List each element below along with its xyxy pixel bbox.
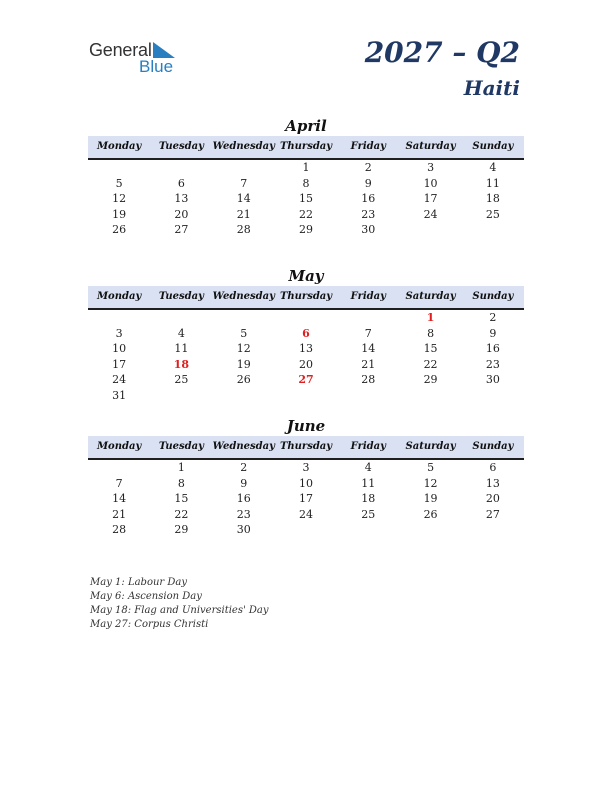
holiday-note: May 6: Ascension Day	[90, 591, 202, 602]
day-cell-holiday: 27	[298, 373, 314, 386]
month-name: June	[286, 417, 326, 435]
day-cell: 29	[174, 523, 189, 536]
day-cell: 14	[112, 492, 127, 505]
holiday-note: May 18: Flag and Universities' Day	[90, 605, 269, 616]
day-cell: 1	[302, 161, 310, 174]
day-cell: 5	[427, 461, 435, 474]
day-cell-empty	[150, 160, 212, 176]
day-cell-empty	[275, 388, 337, 404]
day-cell-empty	[150, 388, 212, 404]
weekday-label: Friday	[350, 441, 386, 452]
weekday-label: Wednesday	[212, 141, 275, 152]
day-cell: 8	[427, 326, 435, 340]
day-cell: 25	[174, 373, 189, 386]
day-cell-empty	[399, 388, 461, 404]
day-cell: 27	[174, 223, 189, 236]
day-grid	[88, 460, 524, 538]
day-cell: 25	[485, 207, 500, 221]
day-cell: 2	[240, 461, 248, 474]
day-cell: 10	[112, 342, 127, 355]
day-cell: 17	[298, 492, 313, 505]
day-cell: 28	[112, 523, 127, 536]
quarter-title: 2027 – Q2	[364, 36, 520, 69]
month-name: May	[288, 267, 324, 285]
weekday-header	[88, 136, 524, 160]
month-may	[88, 266, 524, 403]
day-cell: 2	[364, 161, 372, 174]
day-cell: 23	[485, 357, 500, 371]
day-cell: 11	[485, 176, 500, 190]
day-cell-empty	[337, 388, 399, 404]
weekday-label: Sunday	[472, 141, 514, 152]
day-cell: 7	[364, 326, 372, 340]
weekday-header	[88, 436, 524, 460]
day-cell: 26	[112, 223, 127, 236]
day-cell: 3	[115, 326, 123, 340]
day-cell: 21	[236, 207, 251, 221]
day-cell: 28	[236, 223, 251, 236]
day-cell: 20	[485, 492, 500, 505]
day-cell: 4	[364, 461, 372, 474]
country-name: Haiti	[463, 76, 520, 100]
weekday-label: Wednesday	[212, 291, 275, 302]
day-cell: 12	[423, 476, 438, 490]
day-cell: 24	[298, 507, 313, 521]
day-cell: 19	[112, 207, 127, 221]
day-cell: 30	[361, 223, 376, 236]
day-cell: 27	[485, 507, 500, 521]
day-cell-holiday: 1	[426, 311, 435, 324]
day-cell: 10	[298, 476, 313, 490]
day-cell: 22	[423, 357, 438, 371]
day-cell: 3	[427, 161, 435, 174]
day-cell: 8	[302, 176, 310, 190]
day-cell-empty	[462, 222, 524, 238]
weekday-label: Wednesday	[212, 441, 275, 452]
day-cell: 18	[485, 192, 500, 205]
weekday-label: Friday	[350, 141, 386, 152]
day-cell: 9	[240, 476, 248, 490]
day-cell: 4	[177, 326, 185, 340]
day-cell: 13	[298, 342, 313, 355]
weekday-header	[88, 286, 524, 310]
day-cell-empty	[213, 160, 275, 176]
weekday-label: Saturday	[405, 441, 456, 452]
day-cell: 15	[423, 342, 438, 355]
holiday-notes	[90, 576, 269, 632]
weekday-label: Sunday	[472, 441, 514, 452]
day-cell: 29	[423, 373, 438, 386]
day-cell: 26	[236, 373, 251, 386]
weekday-label: Thursday	[279, 291, 333, 302]
day-cell-empty	[88, 160, 150, 176]
weekday-label: Thursday	[279, 441, 333, 452]
day-cell: 16	[236, 492, 251, 505]
weekday-label: Saturday	[405, 291, 456, 302]
weekday-label: Thursday	[279, 141, 333, 152]
day-cell: 6	[489, 461, 497, 474]
day-cell: 20	[298, 357, 313, 371]
day-cell: 4	[489, 161, 497, 174]
day-cell: 26	[423, 507, 438, 521]
day-cell: 30	[236, 523, 251, 536]
weekday-label: Tuesday	[158, 291, 204, 302]
logo-flag-icon	[153, 42, 177, 58]
day-cell: 23	[236, 507, 251, 521]
holiday-note: May 1: Labour Day	[90, 577, 187, 588]
day-cell-empty	[88, 460, 150, 476]
weekday-label: Monday	[96, 441, 142, 452]
day-cell: 16	[361, 192, 376, 205]
day-cell: 24	[112, 373, 127, 386]
day-cell: 10	[423, 176, 438, 190]
day-cell-holiday: 6	[302, 326, 310, 340]
day-cell: 6	[177, 176, 185, 190]
day-cell: 24	[423, 207, 438, 221]
day-cell: 7	[240, 176, 248, 190]
day-cell: 17	[112, 357, 127, 371]
day-cell-empty	[462, 388, 524, 404]
day-cell: 30	[485, 373, 500, 386]
day-cell: 2	[489, 311, 497, 324]
generalblue-logo	[89, 40, 189, 80]
day-cell: 7	[115, 476, 123, 490]
day-cell: 20	[174, 207, 189, 221]
day-cell-holiday: 18	[173, 357, 190, 371]
day-cell: 5	[240, 326, 248, 340]
month-june	[88, 416, 524, 538]
day-cell: 21	[112, 507, 127, 521]
day-cell: 3	[302, 461, 310, 474]
weekday-label: Friday	[350, 291, 386, 302]
weekday-label: Sunday	[472, 291, 514, 302]
day-cell-empty	[213, 310, 275, 326]
weekday-label: Tuesday	[158, 441, 204, 452]
day-cell: 29	[298, 223, 313, 236]
day-cell: 9	[364, 176, 372, 190]
day-cell-empty	[213, 388, 275, 404]
day-cell-empty	[275, 522, 337, 538]
day-cell: 15	[298, 192, 313, 205]
day-cell: 16	[485, 342, 500, 355]
day-cell: 1	[177, 461, 185, 474]
day-cell-empty	[88, 310, 150, 326]
day-cell: 28	[361, 373, 376, 386]
day-cell: 15	[174, 492, 189, 505]
logo-text-general: General	[89, 40, 152, 60]
weekday-label: Saturday	[405, 141, 456, 152]
day-cell: 12	[112, 192, 127, 205]
day-cell: 23	[361, 207, 376, 221]
day-cell: 22	[174, 507, 189, 521]
day-cell: 14	[236, 192, 251, 205]
day-cell: 12	[236, 342, 251, 355]
month-april	[88, 116, 524, 238]
day-cell: 17	[423, 192, 438, 205]
day-cell-empty	[399, 222, 461, 238]
day-cell: 22	[298, 207, 313, 221]
day-cell: 5	[115, 176, 123, 190]
day-cell: 13	[174, 192, 189, 205]
day-cell: 14	[361, 342, 376, 355]
day-cell: 11	[174, 342, 189, 355]
weekday-label: Tuesday	[158, 141, 204, 152]
day-cell: 13	[485, 476, 500, 490]
day-cell: 19	[423, 492, 438, 505]
day-grid	[88, 160, 524, 238]
weekday-label: Monday	[96, 141, 142, 152]
day-cell: 19	[236, 357, 251, 371]
day-cell: 21	[361, 357, 376, 371]
day-cell-empty	[150, 310, 212, 326]
day-cell: 25	[361, 507, 376, 521]
day-cell: 11	[361, 476, 376, 490]
day-cell-empty	[275, 310, 337, 326]
day-cell: 9	[489, 326, 497, 340]
logo-text-blue: Blue	[139, 57, 174, 76]
day-cell: 8	[177, 476, 185, 490]
day-grid	[88, 310, 524, 403]
holiday-note: May 27: Corpus Christi	[90, 619, 209, 630]
day-cell-empty	[337, 522, 399, 538]
day-cell-empty	[337, 310, 399, 326]
weekday-label: Monday	[96, 291, 142, 302]
day-cell: 31	[112, 388, 127, 402]
day-cell-empty	[462, 522, 524, 538]
day-cell: 18	[361, 492, 376, 505]
day-cell-empty	[399, 522, 461, 538]
month-name: April	[285, 117, 327, 135]
